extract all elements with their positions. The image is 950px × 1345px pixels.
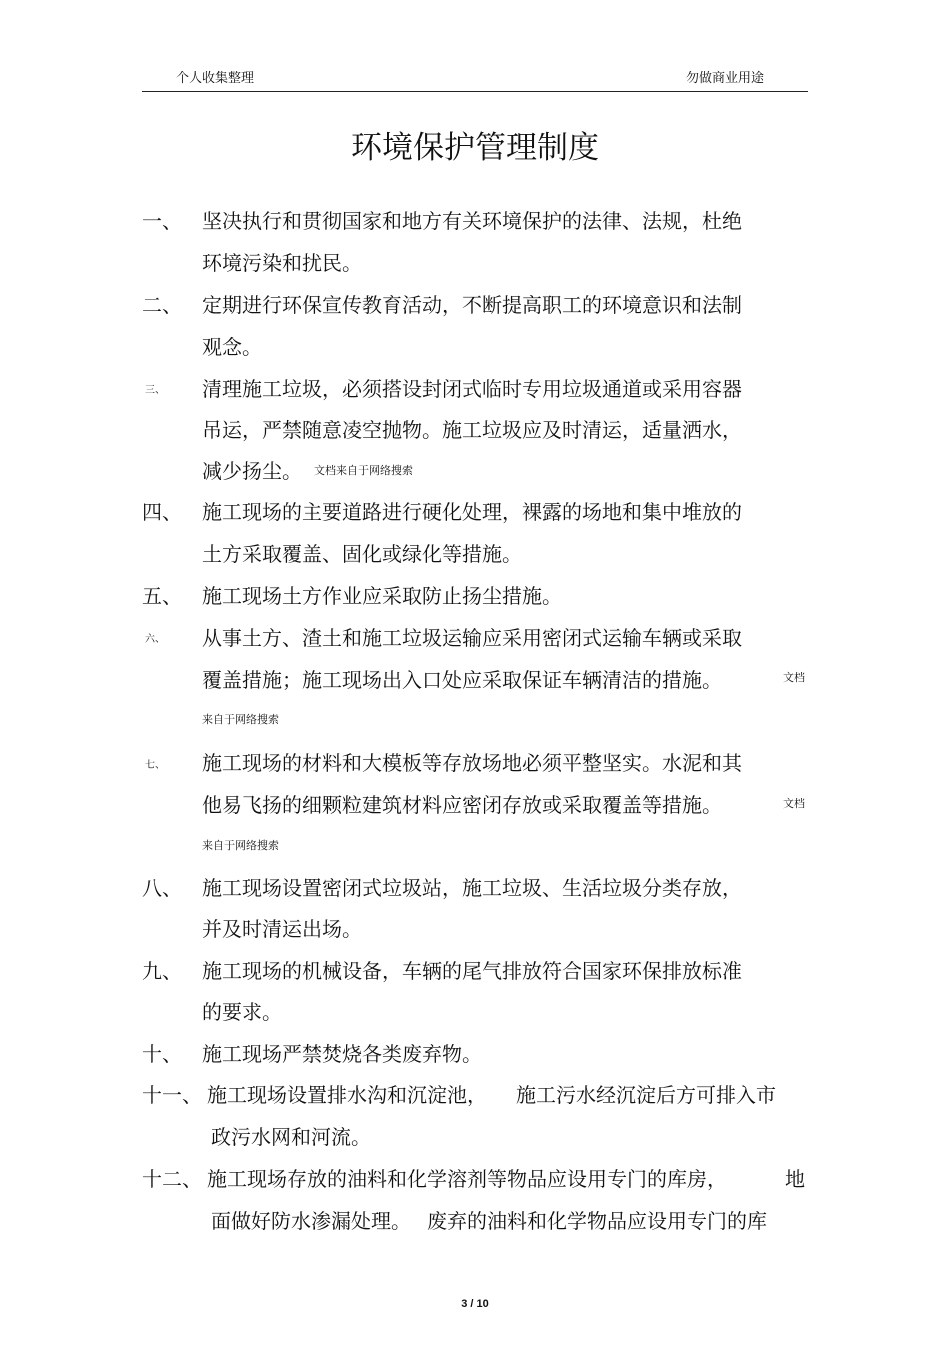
item-12-line-2b: 废弃的油料和化学物品应设用专门的库 <box>427 1209 767 1233</box>
item-12-line-1a: 施工现场存放的油料和化学溶剂等物品应设用专门的库房， <box>207 1167 727 1191</box>
item-number-9: 九、 <box>142 959 182 983</box>
item-number-8: 八、 <box>142 876 182 900</box>
item-10-line-1: 施工现场严禁焚烧各类废弃物。 <box>202 1042 482 1066</box>
item-number-10: 十、 <box>142 1042 182 1066</box>
item-1-line-1: 坚决执行和贯彻国家和地方有关环境保护的法律、法规，杜绝 <box>202 209 742 233</box>
source-note-1: 文档来自于网络搜索 <box>314 464 413 477</box>
item-6-line-2: 覆盖措施；施工现场出入口处应采取保证车辆清洁的措施。 <box>202 668 722 692</box>
item-3-line-1: 清理施工垃圾，必须搭设封闭式临时专用垃圾通道或采用容器 <box>202 377 742 401</box>
item-number-6: 六、 <box>145 634 165 645</box>
item-2-line-1: 定期进行环保宣传教育活动，不断提高职工的环境意识和法制 <box>202 293 742 317</box>
source-note-2b: 来自于网络搜索 <box>202 713 279 726</box>
source-note-2a: 文档 <box>783 671 805 684</box>
item-9-line-1: 施工现场的机械设备，车辆的尾气排放符合国家环保排放标准 <box>202 959 742 983</box>
item-3-line-2: 吊运，严禁随意凌空抛物。施工垃圾应及时清运，适量洒水， <box>202 418 742 442</box>
item-number-4: 四、 <box>142 500 182 524</box>
item-12-line-2a: 面做好防水渗漏处理。 <box>211 1209 411 1233</box>
header-right-text: 勿做商业用途 <box>686 71 765 86</box>
item-number-2: 二、 <box>142 293 182 317</box>
item-number-5: 五、 <box>142 584 182 608</box>
item-2-line-2: 观念。 <box>202 335 262 359</box>
source-note-3b: 来自于网络搜索 <box>202 839 279 852</box>
page-number: 3 / 10 <box>461 1298 489 1310</box>
item-8-line-1: 施工现场设置密闭式垃圾站，施工垃圾、生活垃圾分类存放， <box>202 876 742 900</box>
item-1-line-2: 环境污染和扰民。 <box>202 251 362 275</box>
item-11-line-2: 政污水网和河流。 <box>211 1125 371 1149</box>
item-9-line-2: 的要求。 <box>202 1000 282 1024</box>
item-6-line-1: 从事土方、渣土和施工垃圾运输应采用密闭式运输车辆或采取 <box>202 626 742 650</box>
item-8-line-2: 并及时清运出场。 <box>202 917 362 941</box>
item-4-line-1: 施工现场的主要道路进行硬化处理，裸露的场地和集中堆放的 <box>202 500 742 524</box>
page-title: 环境保护管理制度 <box>351 130 599 166</box>
source-note-3a: 文档 <box>783 797 805 810</box>
item-3-line-3: 减少扬尘。 <box>202 459 302 483</box>
item-number-7: 七、 <box>145 760 165 771</box>
item-number-3: 三、 <box>145 385 165 396</box>
item-11-line-1a: 施工现场设置排水沟和沉淀池， <box>207 1083 487 1107</box>
header-rule <box>142 91 808 92</box>
item-11-line-1b: 施工污水经沉淀后方可排入市 <box>516 1083 776 1107</box>
item-number-12: 十二、 <box>142 1167 202 1191</box>
item-5-line-1: 施工现场土方作业应采取防止扬尘措施。 <box>202 584 562 608</box>
item-12-line-1b: 地 <box>785 1167 805 1191</box>
item-number-11: 十一、 <box>142 1083 202 1107</box>
item-7-line-2: 他易飞扬的细颗粒建筑材料应密闭存放或采取覆盖等措施。 <box>202 793 722 817</box>
item-number-1: 一、 <box>142 209 182 233</box>
header-left-text: 个人收集整理 <box>176 71 255 86</box>
item-4-line-2: 土方采取覆盖、固化或绿化等措施。 <box>202 542 522 566</box>
item-7-line-1: 施工现场的材料和大模板等存放场地必须平整坚实。水泥和其 <box>202 751 742 775</box>
